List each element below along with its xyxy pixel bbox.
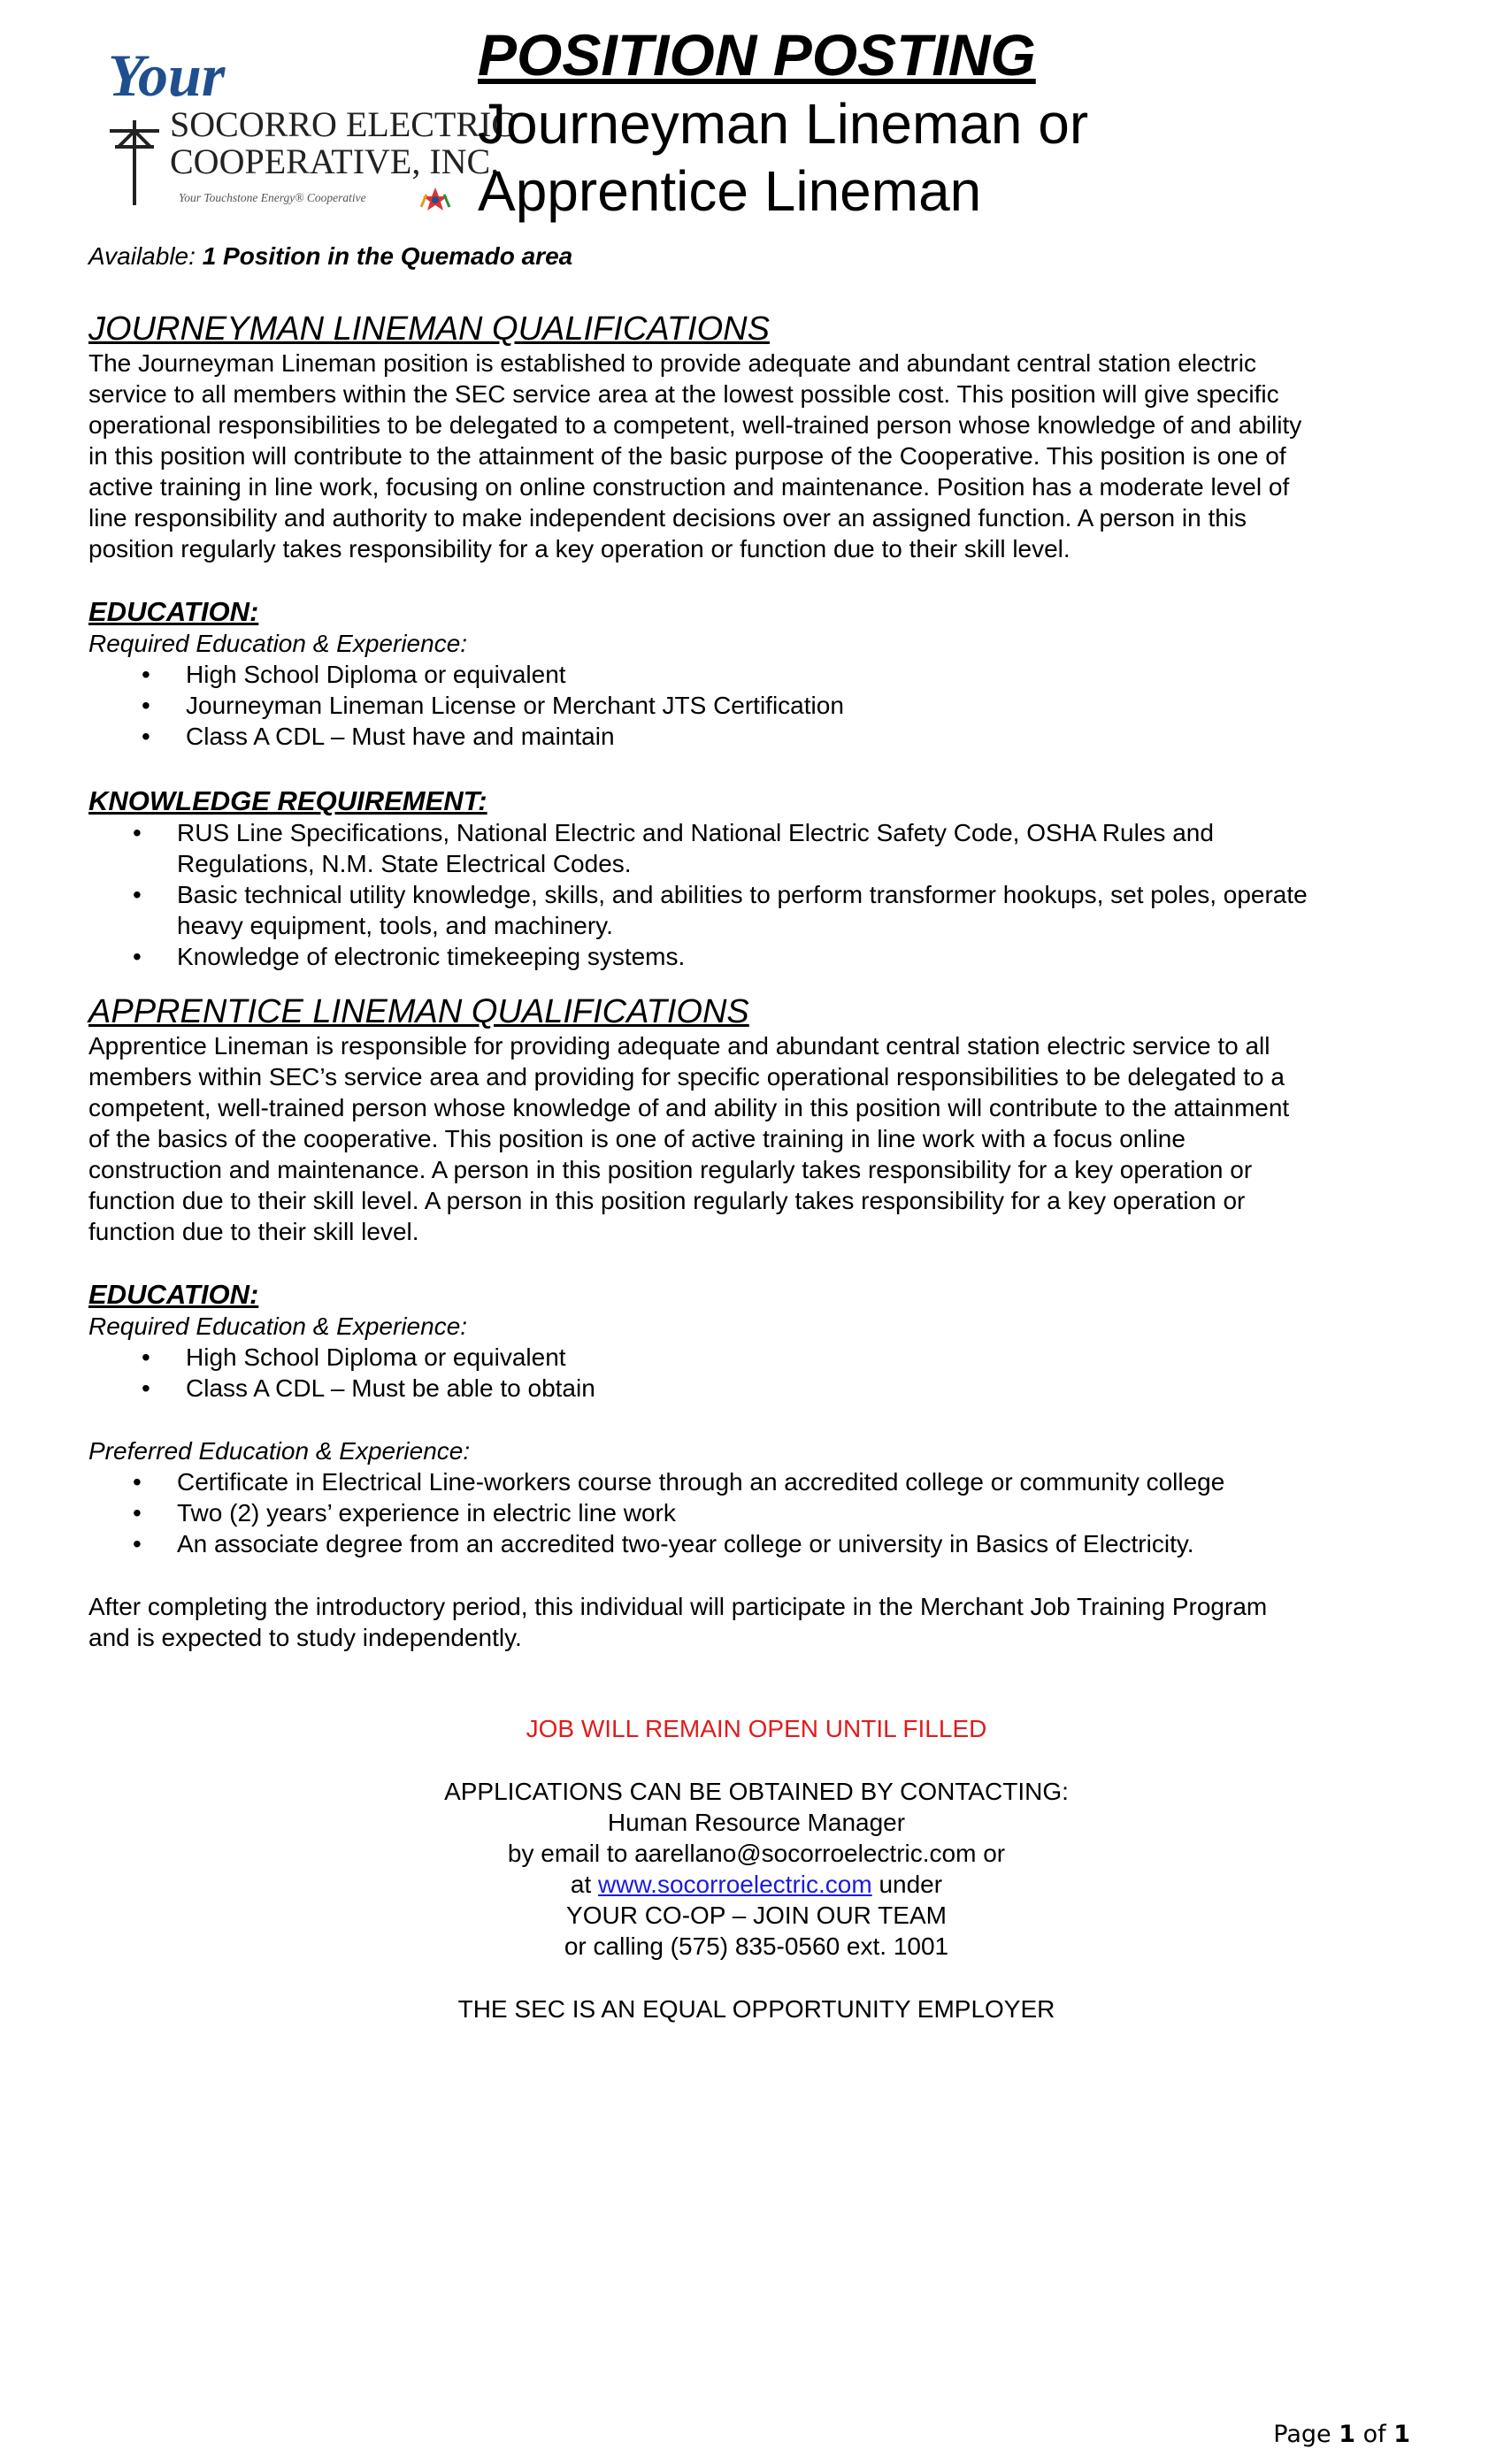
closing-line: and is expected to study independently. — [88, 1624, 522, 1651]
logo-line2: COOPERATIVE, INC. — [170, 142, 500, 181]
title-block — [478, 19, 1088, 225]
contact-line: Human Resource Manager — [607, 1809, 906, 1836]
contact-email-line: by email to aarellano@socorroelectric.com or — [507, 1840, 1006, 1867]
closing-paragraph — [88, 1591, 1424, 1653]
closing-line: After completing the introductory period, this individual will participate in the Merchant Job Training Program — [88, 1593, 1268, 1620]
contact-line: YOUR CO-OP – JOIN OUR TEAM — [566, 1902, 947, 1929]
apprentice-required-label: Required Education & Experience: — [88, 1312, 468, 1340]
apprentice-education-heading: EDUCATION: — [88, 1279, 259, 1310]
page-current: 1 — [1339, 2421, 1355, 2448]
list-item: • High School Diploma or equivalent — [88, 659, 1424, 690]
logo-your-text: Your — [108, 42, 226, 109]
journeyman-line: The Journeyman Lineman position is established to provide adequate and abundant central station electric — [88, 349, 1256, 377]
availability-value: 1 Position in the Quemado area — [202, 242, 573, 270]
utility-pole-icon — [110, 120, 159, 205]
contact-phone-line: or calling (575) 835-0560 ext. 1001 — [564, 1932, 949, 1960]
journeyman-line: operational responsibilities to be delegated to a competent, well-trained person whose knowledge of and ability — [88, 411, 1302, 439]
company-logo — [97, 39, 516, 216]
list-item-line: heavy equipment, tools, and machinery. — [177, 912, 613, 939]
page-number — [1273, 2421, 1410, 2448]
list-item: • An associate degree from an accredited two-year college or university in Basics of Electricity. — [88, 1528, 1424, 1559]
list-item: • Two (2) years’ experience in electric line work — [88, 1497, 1424, 1528]
logo-line1: SOCORRO ELECTRIC — [170, 104, 516, 144]
journeyman-required-list — [88, 659, 1424, 752]
apprentice-heading: APPRENTICE LINEMAN QUALIFICATIONS — [88, 993, 749, 1030]
page-title: POSITION POSTING — [478, 22, 1036, 88]
apprentice-line: function due to their skill level. A person in this position regularly takes responsibility for a key operation or — [88, 1187, 1246, 1214]
list-item — [88, 879, 1424, 941]
knowledge-list — [88, 817, 1424, 972]
logo-tagline: Your Touchstone Energy® Cooperative — [179, 191, 366, 204]
apprentice-description — [88, 1030, 1424, 1247]
logo-graphic — [97, 39, 516, 216]
apprentice-line: function due to their skill level. — [88, 1218, 419, 1245]
journeyman-line: in this position will contribute to the attainment of the basic purpose of the Cooperative. This position is one of — [88, 442, 1286, 470]
list-item: • Class A CDL – Must be able to obtain — [88, 1373, 1424, 1404]
list-item — [88, 941, 1424, 972]
list-item-line: RUS Line Specifications, National Electric and National Electric Safety Code, OSHA Rules and — [177, 819, 1214, 846]
apprentice-preferred-list — [88, 1466, 1424, 1559]
contact-website-line — [88, 1869, 1424, 1900]
website-suffix: under — [871, 1871, 943, 1898]
apprentice-line: members within SEC’s service area and providing for specific operational responsibilities to be delegated to a — [88, 1063, 1285, 1090]
journeyman-description — [88, 348, 1424, 564]
journeyman-education-heading: EDUCATION: — [88, 596, 259, 627]
open-until-filled-notice: JOB WILL REMAIN OPEN UNTIL FILLED — [526, 1715, 987, 1742]
journeyman-required-label: Required Education & Experience: — [88, 630, 468, 657]
page-total: 1 — [1393, 2421, 1410, 2448]
website-link[interactable]: www.socorroelectric.com — [598, 1871, 872, 1898]
journeyman-line: position regularly takes responsibility for a key operation or function due to their skill level. — [88, 535, 1070, 562]
apprentice-line: Apprentice Lineman is responsible for providing adequate and abundant central station electric service to all — [88, 1032, 1270, 1060]
list-item: • Certificate in Electrical Line-workers course through an accredited college or community college — [88, 1466, 1424, 1497]
list-item: • Journeyman Lineman License or Merchant JTS Certification — [88, 690, 1424, 721]
equal-opportunity-statement: THE SEC IS AN EQUAL OPPORTUNITY EMPLOYER — [457, 1995, 1055, 2023]
journeyman-line: active training in line work, focusing on online construction and maintenance. Position has a moderate level of — [88, 473, 1290, 501]
touchstone-star-icon — [421, 187, 449, 210]
page-subtitle-line-2: Apprentice Lineman — [478, 159, 982, 223]
apprentice-preferred-label: Preferred Education & Experience: — [88, 1437, 471, 1465]
list-item — [88, 817, 1424, 879]
list-item-line: Regulations, N.M. State Electrical Codes. — [177, 850, 632, 877]
knowledge-heading: KNOWLEDGE REQUIREMENT: — [88, 785, 487, 816]
apprentice-required-list — [88, 1342, 1424, 1404]
journeyman-line: service to all members within the SEC service area at the lowest possible cost. This position will give specific — [88, 380, 1279, 408]
list-item-line: Knowledge of electronic timekeeping systems. — [177, 943, 686, 970]
availability-label: Available: — [88, 242, 203, 270]
page-word: Page — [1273, 2421, 1339, 2448]
page-subtitle-line-1: Journeyman Lineman or — [478, 92, 1089, 156]
journeyman-heading: JOURNEYMAN LINEMAN QUALIFICATIONS — [88, 310, 770, 348]
apprentice-line: construction and maintenance. A person in this position regularly takes responsibility for a key operation or — [88, 1156, 1253, 1183]
apprentice-line: of the basics of the cooperative. This position is one of active training in line work with a focus online — [88, 1125, 1186, 1152]
list-item: • Class A CDL – Must have and maintain — [88, 721, 1424, 752]
website-prefix: at — [570, 1871, 599, 1898]
document-body — [88, 241, 1424, 2024]
apprentice-line: competent, well-trained person whose knowledge of and ability in this position will contribute to the attainment — [88, 1094, 1290, 1121]
list-item: • High School Diploma or equivalent — [88, 1342, 1424, 1373]
availability-line — [88, 241, 1424, 272]
contact-line: APPLICATIONS CAN BE OBTAINED BY CONTACTING: — [444, 1778, 1069, 1805]
contact-block — [88, 1776, 1424, 1962]
journeyman-line: line responsibility and authority to make independent decisions over an assigned function. A person in this — [88, 504, 1247, 532]
page-of-word: of — [1355, 2421, 1394, 2448]
list-item-line: Basic technical utility knowledge, skills, and abilities to perform transformer hookups, set poles, operate — [177, 881, 1308, 908]
